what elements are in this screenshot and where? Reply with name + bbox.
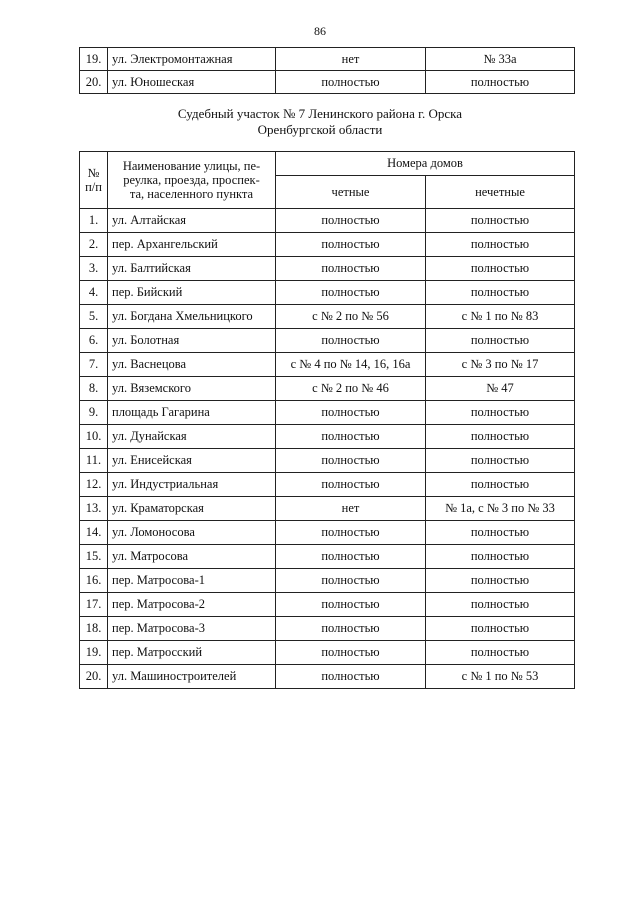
row-number: 17. bbox=[80, 593, 108, 617]
odd-numbers: полностью bbox=[426, 521, 575, 545]
odd-numbers: полностью bbox=[426, 593, 575, 617]
row-number: 19. bbox=[80, 641, 108, 665]
table-row bbox=[80, 449, 575, 473]
row-number: 12. bbox=[80, 473, 108, 497]
odd-numbers: № 33а bbox=[426, 48, 575, 71]
odd-numbers: полностью bbox=[426, 473, 575, 497]
odd-numbers: полностью bbox=[426, 71, 575, 94]
odd-numbers: с № 1 по № 83 bbox=[426, 305, 575, 329]
header-number bbox=[80, 152, 108, 209]
row-number: 8. bbox=[80, 377, 108, 401]
odd-numbers: полностью bbox=[426, 641, 575, 665]
table-row bbox=[80, 593, 575, 617]
table-row bbox=[80, 425, 575, 449]
street-name: ул. Матросова bbox=[108, 545, 276, 569]
even-numbers: полностью bbox=[276, 401, 426, 425]
even-numbers: нет bbox=[276, 48, 426, 71]
even-numbers: полностью bbox=[276, 329, 426, 353]
section-title bbox=[0, 106, 640, 138]
street-name: пер. Матросова-1 bbox=[108, 569, 276, 593]
row-number: 1. bbox=[80, 209, 108, 233]
odd-numbers: № 47 bbox=[426, 377, 575, 401]
row-number: 2. bbox=[80, 233, 108, 257]
odd-numbers: полностью bbox=[426, 329, 575, 353]
even-numbers: с № 2 по № 56 bbox=[276, 305, 426, 329]
row-number: 20. bbox=[80, 71, 108, 94]
odd-numbers: полностью bbox=[426, 425, 575, 449]
odd-numbers: с № 1 по № 53 bbox=[426, 665, 575, 689]
table-row bbox=[80, 377, 575, 401]
row-number: 20. bbox=[80, 665, 108, 689]
streets-table-body bbox=[80, 209, 575, 689]
row-number: 13. bbox=[80, 497, 108, 521]
street-name: ул. Алтайская bbox=[108, 209, 276, 233]
section-title-line2: Оренбургской области bbox=[257, 122, 383, 137]
street-name: ул. Ломоносова bbox=[108, 521, 276, 545]
even-numbers: полностью bbox=[276, 425, 426, 449]
even-numbers: с № 4 по № 14, 16, 16а bbox=[276, 353, 426, 377]
row-number: 11. bbox=[80, 449, 108, 473]
odd-numbers: полностью bbox=[426, 209, 575, 233]
odd-numbers: полностью bbox=[426, 545, 575, 569]
header-name-line2: реулка, проезда, проспек- bbox=[123, 173, 260, 187]
even-numbers: полностью bbox=[276, 473, 426, 497]
even-numbers: полностью bbox=[276, 257, 426, 281]
table-row bbox=[80, 545, 575, 569]
continuation-table-body bbox=[80, 48, 575, 94]
header-street-name bbox=[108, 152, 276, 209]
table-row bbox=[80, 48, 575, 71]
continuation-table bbox=[79, 47, 575, 94]
street-name: ул. Васнецова bbox=[108, 353, 276, 377]
table-row bbox=[80, 233, 575, 257]
even-numbers: полностью bbox=[276, 209, 426, 233]
row-number: 5. bbox=[80, 305, 108, 329]
odd-numbers: полностью bbox=[426, 449, 575, 473]
street-name: ул. Дунайская bbox=[108, 425, 276, 449]
header-house-numbers: Номера домов bbox=[276, 152, 575, 176]
table-row bbox=[80, 521, 575, 545]
row-number: 9. bbox=[80, 401, 108, 425]
row-number: 6. bbox=[80, 329, 108, 353]
street-name: ул. Богдана Хмельницкого bbox=[108, 305, 276, 329]
street-name: пер. Матросова-2 bbox=[108, 593, 276, 617]
street-name: пер. Матросский bbox=[108, 641, 276, 665]
even-numbers: нет bbox=[276, 497, 426, 521]
header-number-line1: № bbox=[87, 166, 100, 180]
street-name: пер. Матросова-3 bbox=[108, 617, 276, 641]
table-row bbox=[80, 305, 575, 329]
row-number: 19. bbox=[80, 48, 108, 71]
table-row bbox=[80, 641, 575, 665]
header-name-line3: та, населенного пункта bbox=[129, 187, 254, 201]
table-row bbox=[80, 617, 575, 641]
street-name: ул. Балтийская bbox=[108, 257, 276, 281]
odd-numbers: полностью bbox=[426, 233, 575, 257]
table-row bbox=[80, 569, 575, 593]
even-numbers: полностью bbox=[276, 569, 426, 593]
street-name: ул. Электромонтажная bbox=[108, 48, 276, 71]
odd-numbers: полностью bbox=[426, 257, 575, 281]
odd-numbers: полностью bbox=[426, 281, 575, 305]
row-number: 10. bbox=[80, 425, 108, 449]
table-row bbox=[80, 665, 575, 689]
table-row bbox=[80, 353, 575, 377]
table-row bbox=[80, 209, 575, 233]
table-row bbox=[80, 281, 575, 305]
odd-numbers: № 1а, с № 3 по № 33 bbox=[426, 497, 575, 521]
even-numbers: полностью bbox=[276, 521, 426, 545]
streets-table-header bbox=[80, 152, 575, 209]
even-numbers: полностью bbox=[276, 233, 426, 257]
row-number: 4. bbox=[80, 281, 108, 305]
page-number: 86 bbox=[314, 24, 326, 38]
odd-numbers: с № 3 по № 17 bbox=[426, 353, 575, 377]
even-numbers: полностью bbox=[276, 449, 426, 473]
even-numbers: полностью bbox=[276, 281, 426, 305]
street-name: ул. Машиностроителей bbox=[108, 665, 276, 689]
even-numbers: полностью bbox=[276, 71, 426, 94]
odd-numbers: полностью bbox=[426, 401, 575, 425]
street-name: ул. Юношеская bbox=[108, 71, 276, 94]
even-numbers: полностью bbox=[276, 593, 426, 617]
table-row bbox=[80, 497, 575, 521]
street-name: ул. Индустриальная bbox=[108, 473, 276, 497]
row-number: 18. bbox=[80, 617, 108, 641]
street-name: площадь Гагарина bbox=[108, 401, 276, 425]
table-row bbox=[80, 71, 575, 94]
table-row bbox=[80, 329, 575, 353]
table-row bbox=[80, 473, 575, 497]
even-numbers: с № 2 по № 46 bbox=[276, 377, 426, 401]
street-name: ул. Болотная bbox=[108, 329, 276, 353]
row-number: 3. bbox=[80, 257, 108, 281]
table-row bbox=[80, 257, 575, 281]
even-numbers: полностью bbox=[276, 641, 426, 665]
street-name: пер. Архангельский bbox=[108, 233, 276, 257]
street-name: ул. Вяземского bbox=[108, 377, 276, 401]
odd-numbers: полностью bbox=[426, 617, 575, 641]
row-number: 14. bbox=[80, 521, 108, 545]
even-numbers: полностью bbox=[276, 545, 426, 569]
header-odd: нечетные bbox=[426, 176, 575, 209]
section-title-line1: Судебный участок № 7 Ленинского района г. Орска bbox=[177, 106, 463, 121]
row-number: 16. bbox=[80, 569, 108, 593]
header-number-line2: п/п bbox=[85, 180, 102, 194]
odd-numbers: полностью bbox=[426, 569, 575, 593]
even-numbers: полностью bbox=[276, 665, 426, 689]
streets-table bbox=[79, 151, 575, 689]
row-number: 15. bbox=[80, 545, 108, 569]
table-row bbox=[80, 401, 575, 425]
header-even: четные bbox=[276, 176, 426, 209]
row-number: 7. bbox=[80, 353, 108, 377]
street-name: ул. Краматорская bbox=[108, 497, 276, 521]
header-name-line1: Наименование улицы, пе- bbox=[122, 159, 261, 173]
street-name: ул. Енисейская bbox=[108, 449, 276, 473]
street-name: пер. Бийский bbox=[108, 281, 276, 305]
even-numbers: полностью bbox=[276, 617, 426, 641]
